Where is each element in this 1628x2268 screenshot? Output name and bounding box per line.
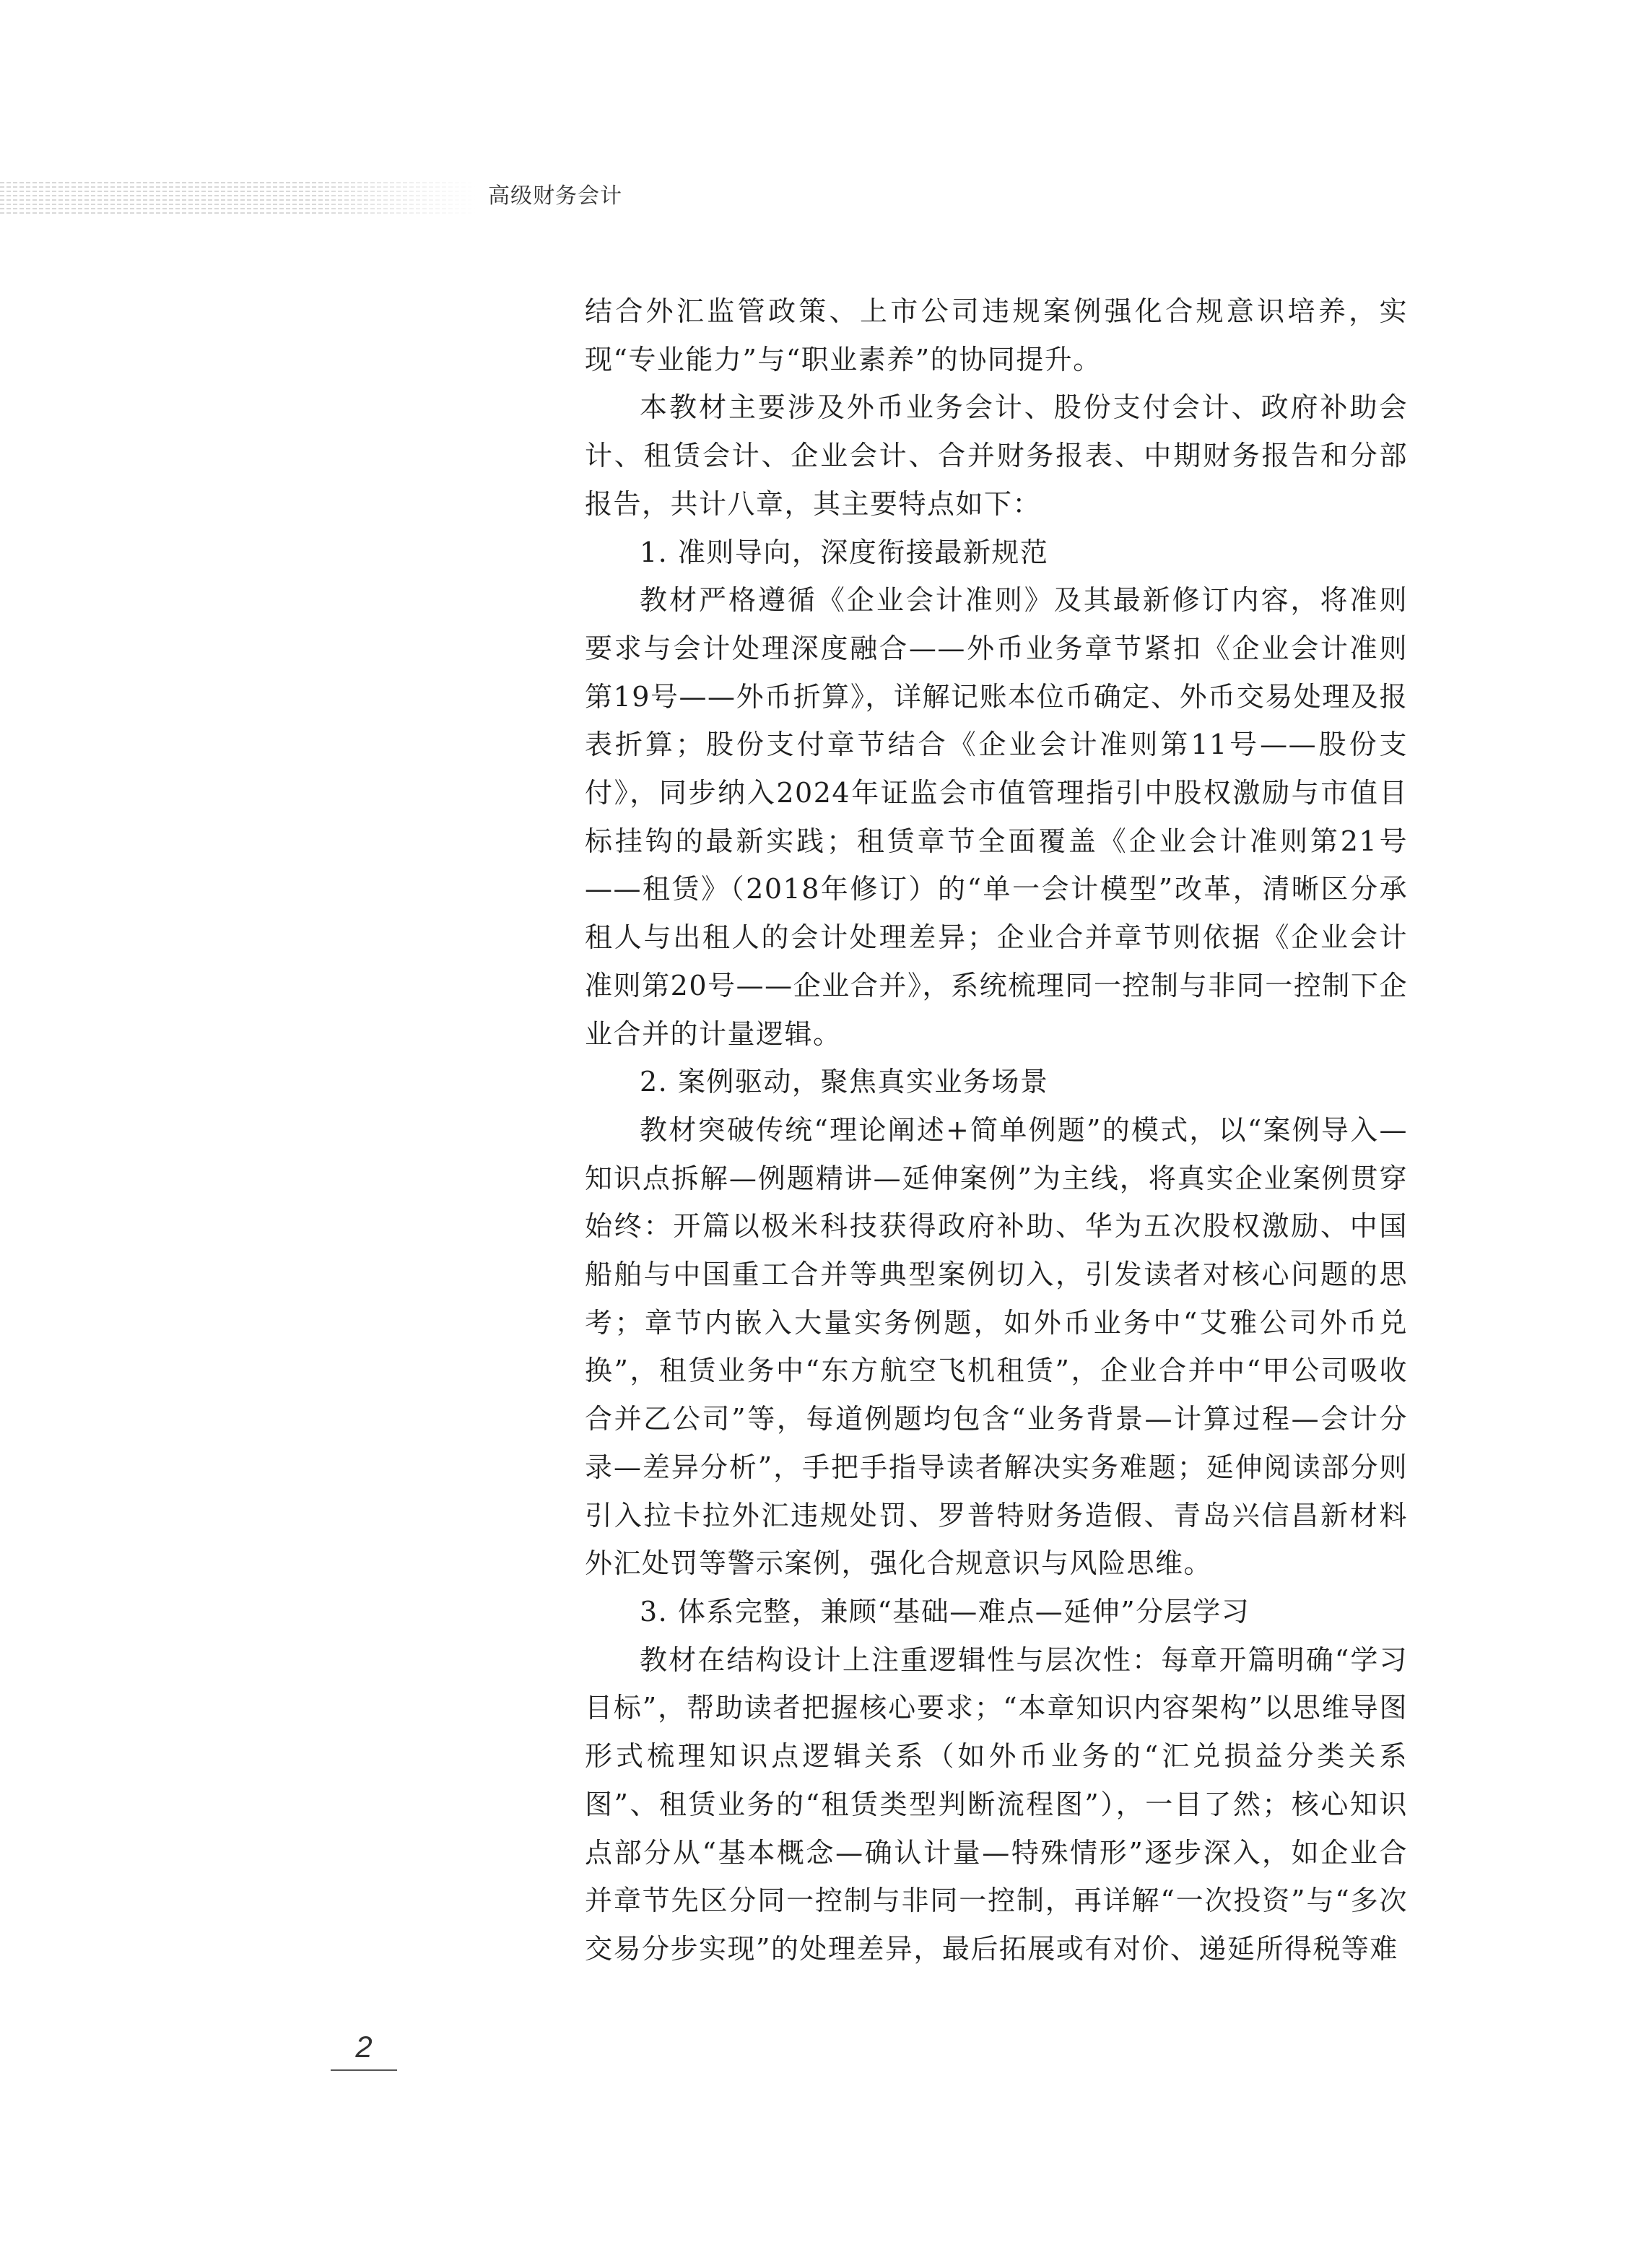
header-decoration (0, 179, 476, 214)
section-heading-1: 1. 准则导向，深度衔接最新规范 (640, 536, 1049, 568)
running-header-title: 高级财务会计 (488, 183, 622, 209)
paragraph-standards: 教材严格遵循《企业会计准则》及其最新修订内容，将准则要求与会计处理深度融合——外币业务章节紧扣《企业会计准则第19号——外币折算》，详解记账本位币确定、外币交易处理及报表折算；股份支付章节结合《企业会计准则第11号——股份支付》，同步纳入2024年证监会市值管理指引中股权激励与市值目标挂钩的最新实践；租赁章节全面覆盖《企业会计准则第21号——租赁》（2018年修订）的“单一会计模型”改革，清晰区分承租人与出租人的会计处理差异；企业合并章节则依据《企业会计准则第20号——企业合并》，系统梳理同一控制与非同一控制下企业合并的计量逻辑。 (585, 584, 1408, 1050)
paragraph-cases: 教材突破传统“理论阐述+简单例题”的模式，以“案例导入—知识点拆解—例题精讲—延伸案例”为主线，将真实企业案例贯穿始终：开篇以极米科技获得政府补助、华为五次股权激励、中国船舶与中国重工合并等典型案例切入，引发读者对核心问题的思考；章节内嵌入大量实务例题，如外币业务中“艾雅公司外币兑换”，租赁业务中“东方航空飞机租赁”，企业合并中“甲公司吸收合并乙公司”等，每道例题均包含“业务背景—计算过程—会计分录—差异分析”，手把手指导读者解决实务难题；延伸阅读部分则引入拉卡拉外汇违规处罚、罗普特财务造假、青岛兴信昌新材料外汇处罚等警示案例，强化合规意识与风险思维。 (585, 1113, 1408, 1580)
paragraph-structure: 教材在结构设计上注重逻辑性与层次性：每章开篇明确“学习目标”，帮助读者把握核心要求；“本章知识内容架构”以思维导图形式梳理知识点逻辑关系（如外币业务的“汇兑损益分类关系图”、租赁业务的“租赁类型判断流程图”），一目了然；核心知识点部分从“基本概念—确认计量—特殊情形”逐步深入，如企业合并章节先区分同一控制与非同一控制，再详解“一次投资”与“多次交易分步实现”的处理差异，最后拓展或有对价、递延所得税等难 (585, 1643, 1408, 1965)
page-number-underline (331, 2069, 397, 2071)
section-heading-3: 3. 体系完整，兼顾“基础—难点—延伸”分层学习 (640, 1595, 1250, 1628)
body-text (585, 287, 1408, 1973)
page-number: 2 (355, 2030, 373, 2064)
paragraph-intro: 本教材主要涉及外币业务会计、股份支付会计、政府补助会计、租赁会计、企业会计、合并财务报表、中期财务报告和分部报告，共计八章，其主要特点如下： (585, 391, 1408, 520)
section-heading-2: 2. 案例驱动，聚焦真实业务场景 (640, 1066, 1049, 1098)
paragraph-continued: 结合外汇监管政策、上市公司违规案例强化合规意识培养，实现“专业能力”与“职业素养”的协同提升。 (585, 295, 1408, 375)
